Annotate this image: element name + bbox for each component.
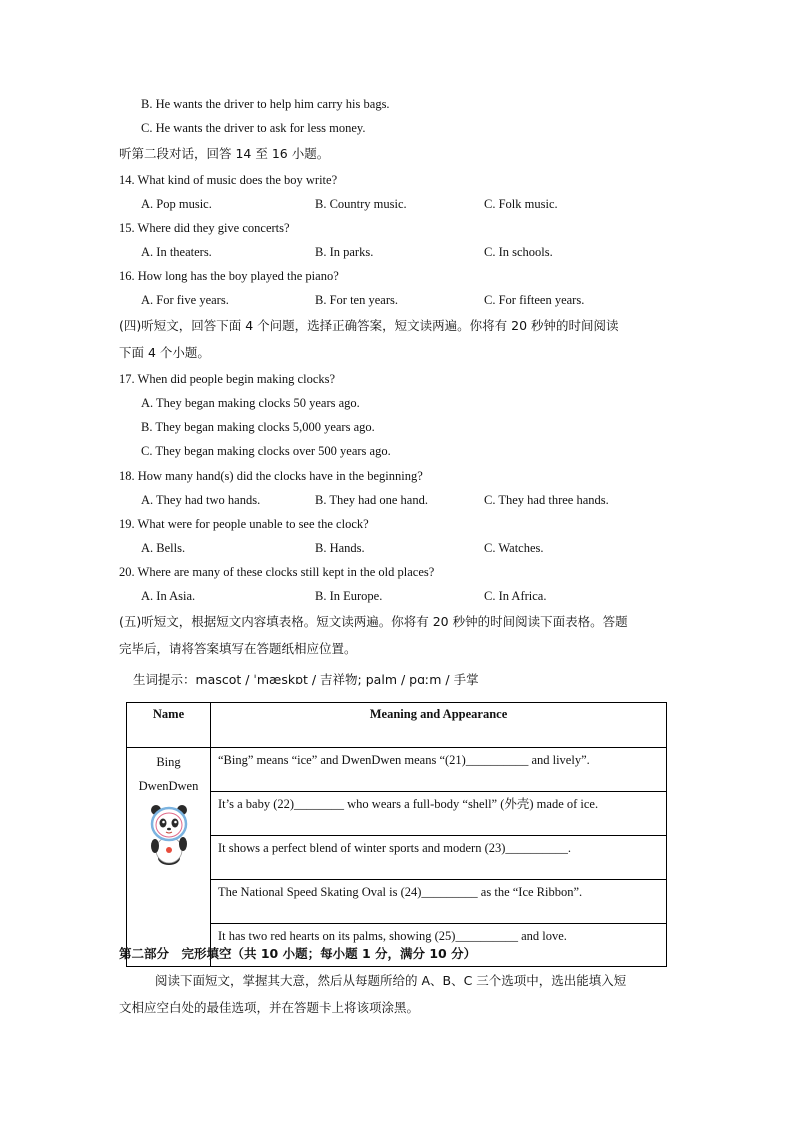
fill-in-table xyxy=(126,702,667,967)
table-cell-22: It’s a baby (22)________ who wears a full-body “shell” (外壳) made of ice. xyxy=(211,792,667,836)
q17-option-a: A. They began making clocks 50 years ago. xyxy=(141,396,360,410)
question-14: 14. What kind of music does the boy write? xyxy=(119,173,338,187)
q18-option-c: C. They had three hands. xyxy=(484,493,609,507)
q18-option-b: B. They had one hand. xyxy=(315,493,428,507)
q15-option-a: A. In theaters. xyxy=(141,245,212,259)
q16-option-a: A. For five years. xyxy=(141,293,229,307)
section-4-instruction-line1: (四)听短文，回答下面 4 个问题，选择正确答案，短文读两遍。你将有 20 秒钟的时间阅读 xyxy=(119,318,619,333)
q16-option-b: B. For ten years. xyxy=(315,293,398,307)
question-20: 20. Where are many of these clocks still kept in the old places? xyxy=(119,565,435,579)
part-2-instruction-line1: 阅读下面短文，掌握其大意，然后从每题所给的 A、B、C 三个选项中，选出能填入短 xyxy=(155,973,627,988)
section-5-instruction-line2: 完毕后，请将答案填写在答题纸相应位置。 xyxy=(119,641,357,656)
question-17: 17. When did people begin making clocks? xyxy=(119,372,336,386)
q17-option-c: C. They began making clocks over 500 years ago. xyxy=(141,444,391,458)
q18-option-a: A. They had two hands. xyxy=(141,493,261,507)
table-cell-21: “Bing” means “ice” and DwenDwen means “(21)__________ and lively”. xyxy=(211,748,667,792)
question-15: 15. Where did they give concerts? xyxy=(119,221,290,235)
question-18: 18. How many hand(s) did the clocks have in the beginning? xyxy=(119,469,423,483)
section-5-instruction-line1: (五)听短文，根据短文内容填表格。短文读两遍。你将有 20 秒钟的时间阅读下面表格。答题 xyxy=(119,614,628,629)
section-4-instruction-line2: 下面 4 个小题。 xyxy=(119,345,210,360)
q15-option-c: C. In schools. xyxy=(484,245,553,259)
bing-dwen-dwen-mascot-icon xyxy=(147,802,191,866)
vocabulary-hint: 生词提示：mascot / ˈmæskɒt / 吉祥物; palm / pɑːm / 手掌 xyxy=(133,672,479,687)
part-2-title: 第二部分 完形填空（共 10 小题；每小题 1 分，满分 10 分） xyxy=(119,946,477,961)
q14-option-a: A. Pop music. xyxy=(141,197,212,211)
question-16: 16. How long has the boy played the piano? xyxy=(119,269,339,283)
q19-option-c: C. Watches. xyxy=(484,541,544,555)
q20-option-a: A. In Asia. xyxy=(141,589,196,603)
q15-option-b: B. In parks. xyxy=(315,245,374,259)
mascot-name-line1: Bing xyxy=(156,755,181,769)
q19-option-a: A. Bells. xyxy=(141,541,186,555)
mascot-name-line2: DwenDwen xyxy=(138,779,199,793)
question-19: 19. What were for people unable to see the clock? xyxy=(119,517,369,531)
dialogue-2-instruction: 听第二段对话，回答 14 至 16 小题。 xyxy=(119,146,330,161)
q19-option-b: B. Hands. xyxy=(315,541,365,555)
q13-option-c: C. He wants the driver to ask for less money. xyxy=(141,121,366,135)
q16-option-c: C. For fifteen years. xyxy=(484,293,585,307)
q20-option-b: B. In Europe. xyxy=(315,589,383,603)
q20-option-c: C. In Africa. xyxy=(484,589,547,603)
header-name: Name xyxy=(127,703,211,748)
q14-option-c: C. Folk music. xyxy=(484,197,558,211)
table-cell-24: The National Speed Skating Oval is (24)_________ as the “Ice Ribbon”. xyxy=(211,880,667,924)
table-cell-23: It shows a perfect blend of winter sports and modern (23)__________. xyxy=(211,836,667,880)
table-row xyxy=(127,748,667,792)
q14-option-b: B. Country music. xyxy=(315,197,407,211)
part-2-instruction-line2: 文相应空白处的最佳选项，并在答题卡上将该项涂黑。 xyxy=(119,1000,420,1015)
table-cell-25: It has two red hearts on its palms, showing (25)__________ and love. xyxy=(211,924,667,967)
q17-option-b: B. They began making clocks 5,000 years ago. xyxy=(141,420,375,434)
name-cell xyxy=(127,748,211,967)
table-header-row xyxy=(127,703,667,748)
q13-option-b: B. He wants the driver to help him carry his bags. xyxy=(141,97,390,111)
header-meaning: Meaning and Appearance xyxy=(211,703,667,748)
